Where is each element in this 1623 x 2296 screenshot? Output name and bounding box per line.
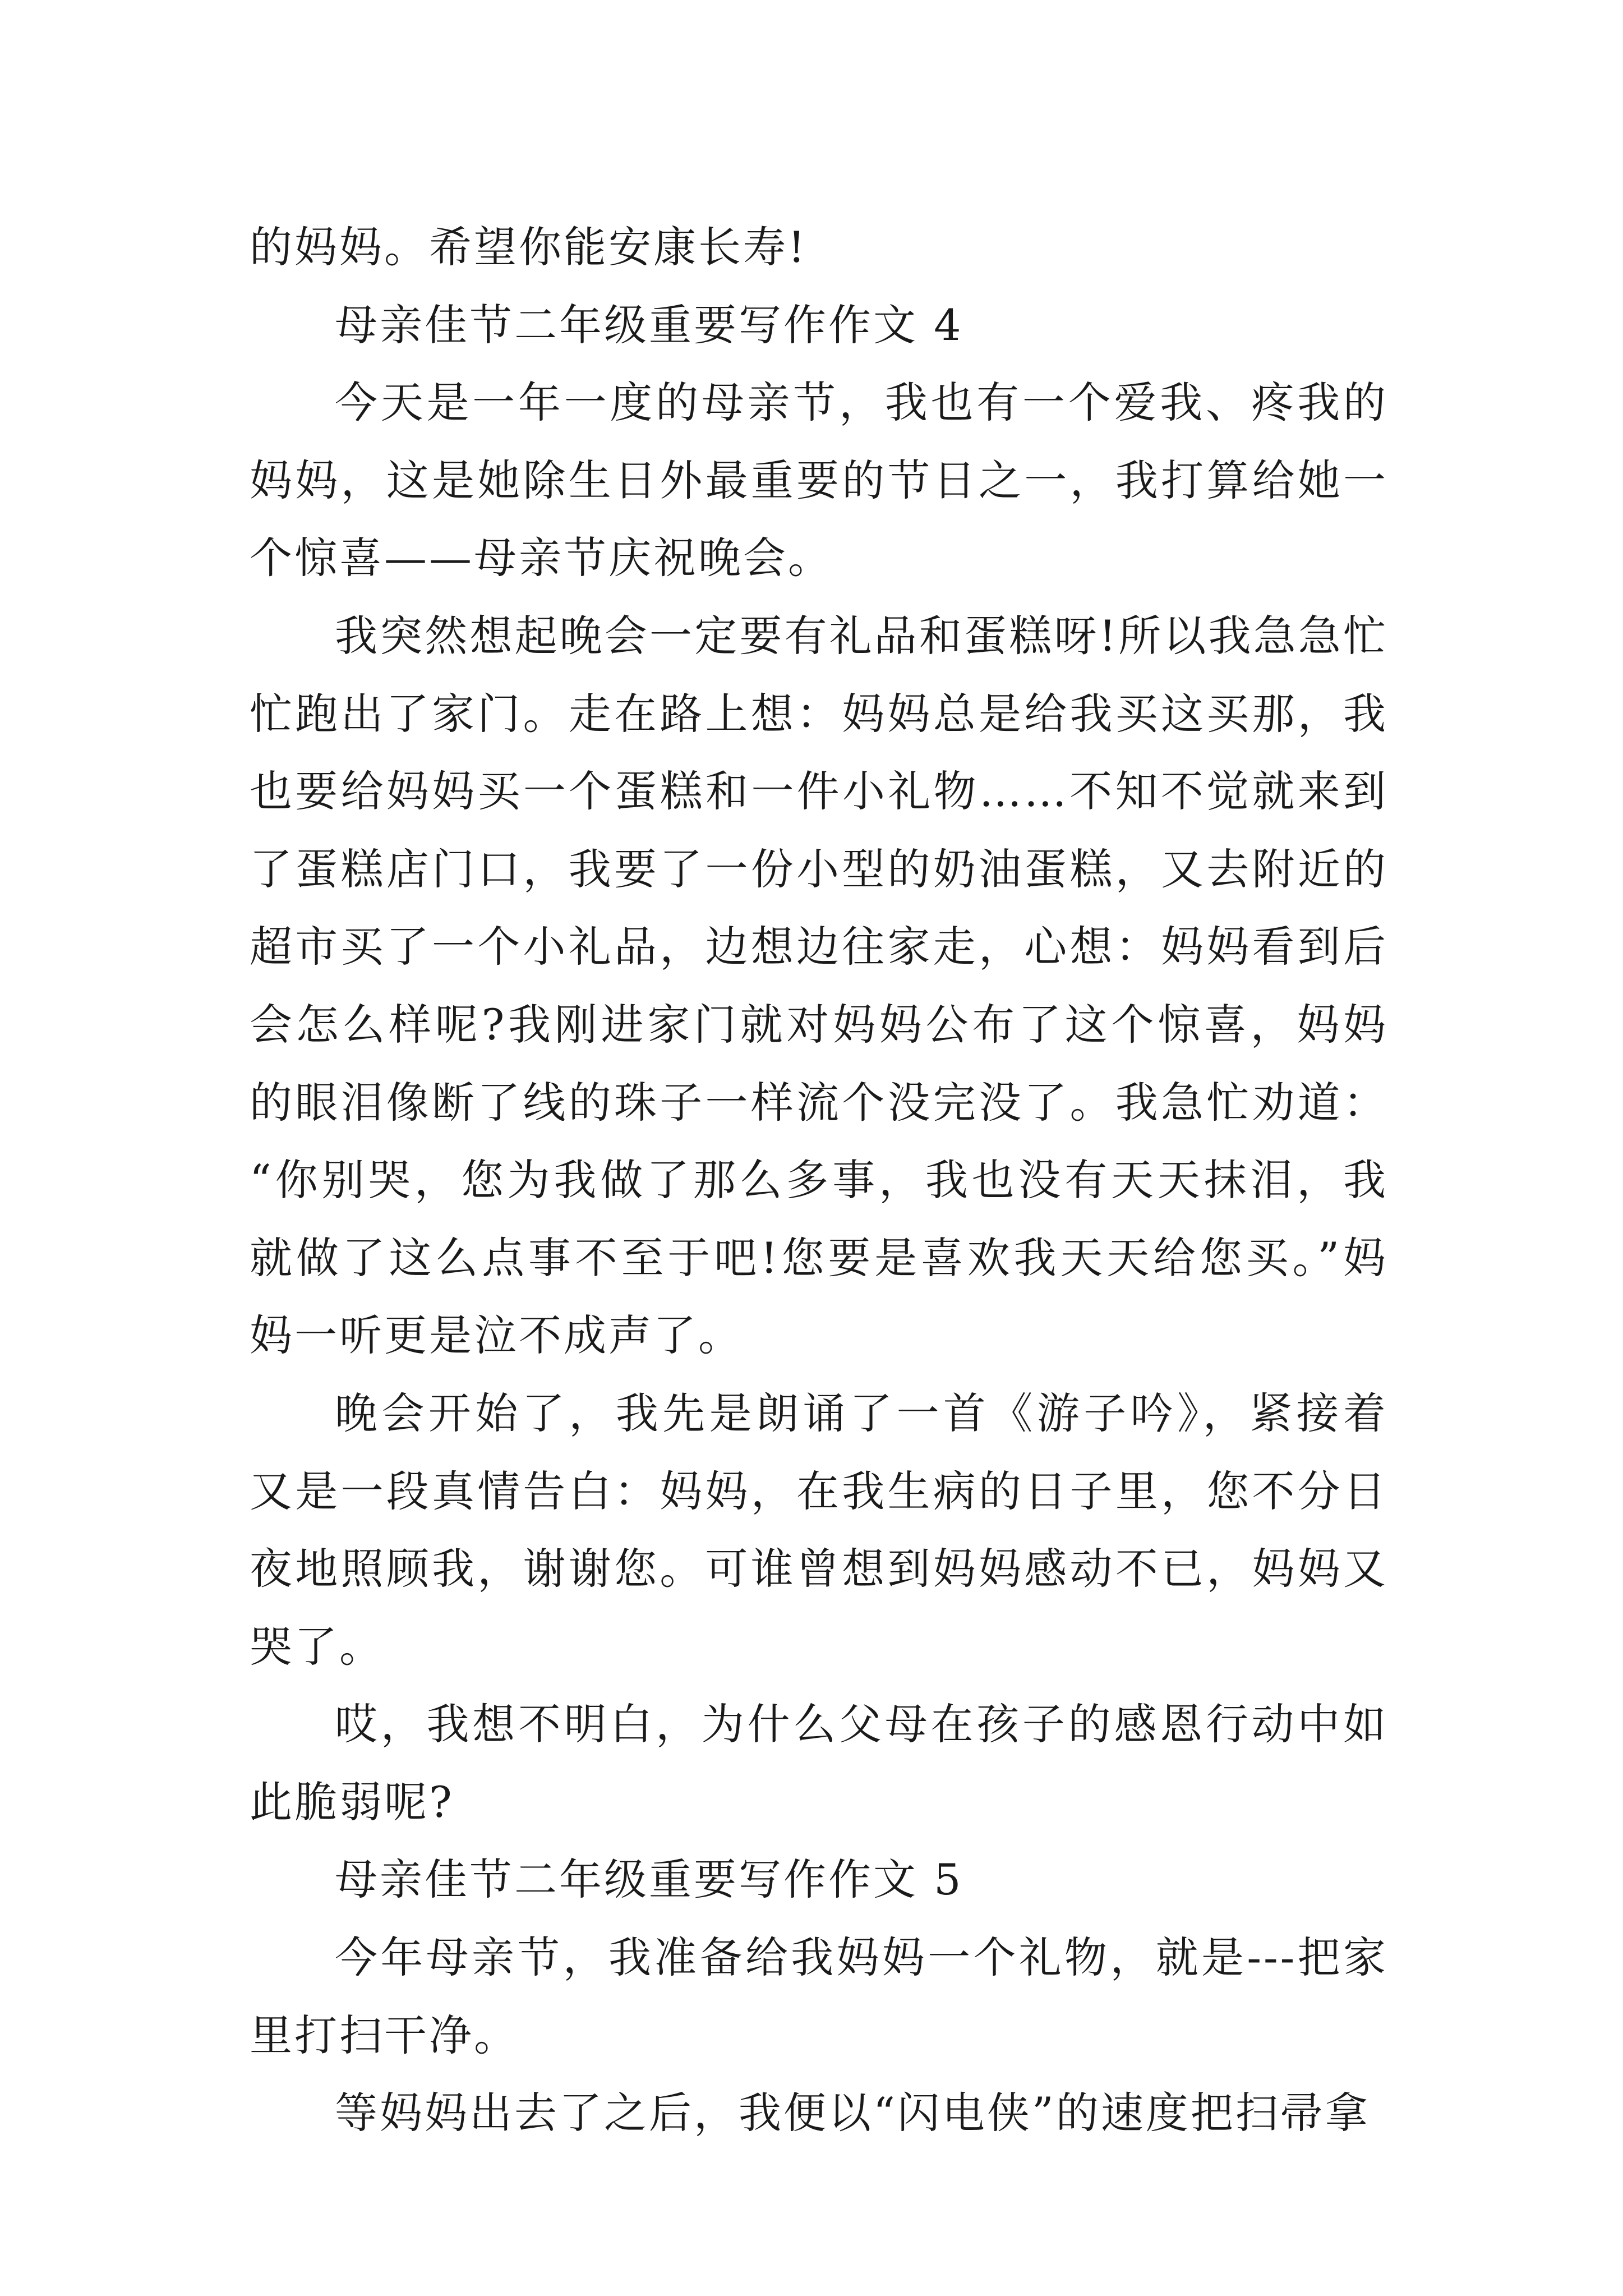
paragraph: 我突然想起晚会一定要有礼品和蛋糕呀!所以我急急忙忙跑出了家门。走在路上想：妈妈总是给我买这买那，我也要给妈妈买一个蛋糕和一件小礼物……不知不觉就来到了蛋糕店门口，我要了一份小型的奶油蛋糕，又去附近的超市买了一个小礼品，边想边往家走，心想：妈妈看到后会怎么样呢?我刚进家门就对妈妈公布了这个惊喜，妈妈的眼泪像断了线的珠子一样流个没完没了。我急忙劝道：“你别哭，您为我做了那么多事，我也没有天天抹泪，我就做了这么点事不至于吧!您要是喜欢我天天给您买。”妈妈一听更是泣不成声了。: [250, 610, 1388, 1361]
paragraph: 哎，我想不明白，为什么父母在孩子的感恩行动中如此脆弱呢?: [250, 1699, 1388, 1827]
paragraph-continuation: 的妈妈。希望你能安康长寿!: [250, 222, 808, 272]
paragraph: 等妈妈出去了之后，我便以“闪电侠”的速度把扫帚拿: [335, 2088, 1370, 2138]
paragraph: 晚会开始了，我先是朗诵了一首《游子吟》，紧接着又是一段真情告白：妈妈，在我生病的日子里，您不分日夜地照顾我，谢谢您。可谁曾想到妈妈感动不已，妈妈又哭了。: [250, 1388, 1388, 1672]
essay-heading-4: 母亲佳节二年级重要写作作文 4: [335, 300, 963, 350]
essay-body: [250, 209, 1388, 2152]
paragraph: 今天是一年一度的母亲节，我也有一个爱我、疼我的妈妈，这是她除生日外最重要的节日之一，我打算给她一个惊喜——母亲节庆祝晚会。: [250, 378, 1388, 583]
essay-heading-5: 母亲佳节二年级重要写作作文 5: [335, 1855, 963, 1905]
paragraph: 今年母亲节，我准备给我妈妈一个礼物，就是---把家里打扫干净。: [250, 1932, 1388, 2060]
